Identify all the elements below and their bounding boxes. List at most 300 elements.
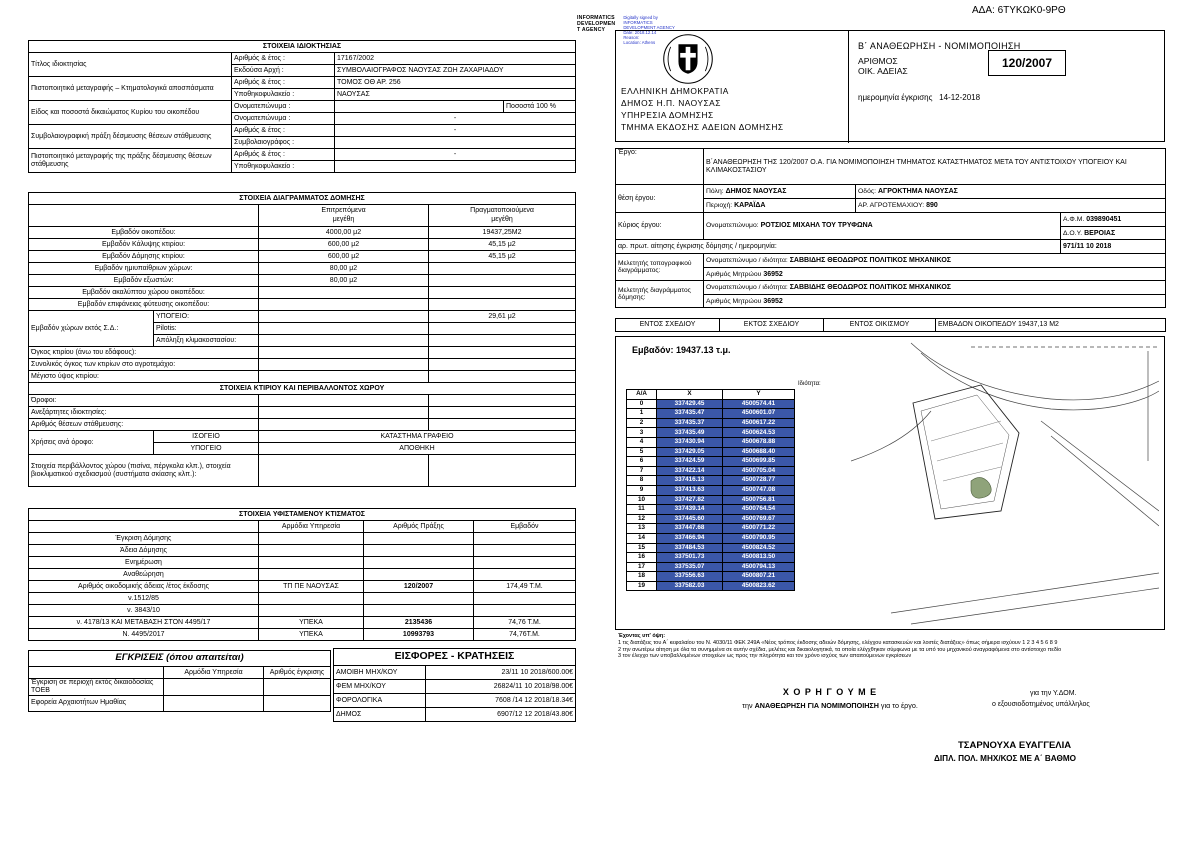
coord-index-cell: 12 [627,514,657,524]
fee-row [334,666,576,680]
actual-value [429,299,576,311]
cell-empty [259,371,429,383]
act-number-value [364,545,474,557]
coord-row [627,524,795,534]
plot-cell [856,199,1166,213]
coord-index-cell: 1 [627,409,657,419]
coord-index-cell: 16 [627,553,657,563]
protocol-value: 971/11 10 2018 [1061,240,1166,254]
column-header-act-number: Αριθμός Πράξης [364,521,474,533]
site-plan-box [615,336,1165,630]
coord-header-index: Α/Α [627,390,657,400]
coord-x-cell: 337556.63 [657,572,723,582]
coord-x-cell: 337466.94 [657,533,723,543]
existing-row [29,593,576,605]
diagram-row [29,251,576,263]
coord-x-cell: 337429.45 [657,399,723,409]
act-label: ν.1512/85 [29,593,259,605]
zone-plot-area: ΕΜΒΑΔΟΝ ΟΙΚΟΠΕΔΟΥ 19437,13 Μ2 [936,319,1166,332]
project-description: Β΄ΑΝΑΘΕΩΡΗΣΗ ΤΗΣ 120/2007 Ο.Α. ΓΙΑ ΝΟΜΙΜΟΠΟΙΗΣΗ ΤΜΗΜΑΤΟΣ ΚΑΤΑΣΤΗΜΑΤΟΣ ΜΕΤΑ ΤΟΥ ΑΝΤΙΣΤΟΙΧΟΥ ΥΠΟΓΕΙΟΥ ΚΑΙ ΚΛΙΜΑΚΟΣΤΑΣΙΟΥ [704,149,1166,185]
diagram-row [29,419,576,431]
coord-x-cell: 337435.37 [657,418,723,428]
coord-row [627,437,795,447]
coord-y-cell: 4500624.53 [723,428,795,438]
measure-label: Όγκος κτιρίου (άνω του εδάφους): [29,347,259,359]
coord-row [627,543,795,553]
registry-number-value: 36952 [763,298,783,305]
coord-row [627,562,795,572]
registry-number-key: Αριθμός Μητρώου [706,298,762,305]
floor-use: ΑΠΟΘΗΚΗ [259,443,576,455]
permit-number-label: ΑΡΙΘΜΟΣ ΟΙΚ. ΑΔΕΙΑΣ [858,56,908,76]
coord-index-cell: 10 [627,495,657,505]
fee-value: 26824/11 10 2018/98.00€ [426,680,576,694]
actual-value: 19437,25Μ2 [429,227,576,239]
designer-registry-row [704,267,1165,280]
considerations-notes [618,633,1165,660]
coord-x-cell: 337435.47 [657,409,723,419]
signer-agency-name: INFORMATICS DEVELOPMEN T AGENCY [577,15,616,33]
cell-empty [259,311,429,323]
zone-out-of-plan: ΕΚΤΟΣ ΣΧΕΔΙΟΥ [720,319,824,332]
coord-y-cell: 4500705.04 [723,466,795,476]
cell-empty [259,407,429,419]
coord-index-cell: 7 [627,466,657,476]
service-value [259,557,364,569]
city-key: Πόλη: [706,187,724,195]
coord-index-cell: 19 [627,581,657,591]
pilotis-key: Pilotis: [154,323,259,335]
diagram-row [29,359,576,371]
notes-list [618,640,1165,660]
act-label: Ενημέρωση [29,557,259,569]
act-number-value [364,533,474,545]
revision-title: Β΄ ΑΝΑΘΕΩΡΗΣΗ - ΝΟΜΙΜΟΠΟΙΗΣΗ [858,41,1021,51]
fee-label: ΦΕΜ ΜΗΧ/ΚΟΥ [334,680,426,694]
fee-value: 6907/12 12 2018/43.80€ [426,708,576,722]
diagram-row [29,239,576,251]
actual-value: 45,15 μ2 [429,239,576,251]
coord-index-cell: 0 [627,399,657,409]
coord-index-cell: 15 [627,543,657,553]
existing-row [29,569,576,581]
column-header-allowed: Επιτρεπόμενα μεγέθη [259,205,429,227]
building-diagram-section [28,192,575,487]
existing-title: ΣΤΟΙΧΕΙΑ ΥΦΙΣΤΑΜΕΝΟΥ ΚΤΙΣΜΑΤΟΣ [29,509,576,521]
doy-key: Δ.Ο.Υ. [1063,230,1083,237]
approval-date-value: 14-12-2018 [939,93,981,102]
owner-names-value [335,101,504,113]
cell-empty [259,359,429,371]
notary-value [335,137,576,149]
transcript-label: Πιστοποιητικά μεταγραφής – Κτηματολογικά αποσπάσματα [29,77,232,101]
approval-date [858,93,980,102]
coord-y-cell: 4500813.50 [723,553,795,563]
city-value: ΔΗΜΟΣ ΝΑΟΥΣΑΣ [725,187,787,195]
measure-label: Εμβαδόν οικοπέδου: [29,227,259,239]
zone-in-plan: ΕΝΤΟΣ ΣΧΕΔΙΟΥ [616,319,720,332]
coord-x-cell: 337427.82 [657,495,723,505]
designer-name-value: ΣΑΒΒΙΔΗΣ ΘΕΟΔΩΡΟΣ ΠΟΛΙΤΙΚΟΣ ΜΗΧΑΝΙΚΟΣ [789,257,951,264]
area-value [474,605,576,617]
coord-x-cell: 337435.49 [657,428,723,438]
diagram-row [29,227,576,239]
coord-y-cell: 4500574.41 [723,399,795,409]
coord-y-cell: 4500790.95 [723,533,795,543]
allowed-value: 600,00 μ2 [259,239,429,251]
diagram-row [29,299,576,311]
measure-label: Εμβαδόν ημιυπαίθριων χώρων: [29,263,259,275]
column-header-service: Αρμόδια Υπηρεσία [259,521,364,533]
coord-row [627,581,795,591]
area-value: 74,76Τ.Μ. [474,629,576,641]
parking-transcript-number-value: - [335,149,576,161]
project-label: Έργο: [616,149,704,185]
diagram-title: ΣΤΟΙΧΕΙΑ ΔΙΑΓΡΑΜΜΑΤΟΣ ΔΟΜΗΣΗΣ [29,193,576,205]
afm-row [1061,213,1165,226]
actual-value: 45,15 μ2 [429,251,576,263]
registry-value: ΝΑΟΥΣΑΣ [335,89,576,101]
column-header-approval-number: Αριθμός έγκρισης [264,667,331,679]
existing-row [29,545,576,557]
approval-number-value [264,695,331,711]
approvals-title: ΕΓΚΡΙΣΕΙΣ (όπου απαιτείται) [29,651,331,667]
coord-index-cell: 6 [627,457,657,467]
coord-row [627,553,795,563]
fees-section [333,648,575,722]
cell-empty [429,419,576,431]
approval-label: Έγκριση σε περιοχή εκτός δικαιοδοσίας ΤΟΕΒ [29,679,164,696]
coord-header-x: Χ [657,390,723,400]
designer-name-row [704,281,1165,294]
measure-label: Μέγιστο ύψος κτιρίου: [29,371,259,383]
authority-line: ΕΛΛΗΝΙΚΗ ΔΗΜΟΚΡΑΤΙΑ [621,86,729,96]
coord-index-cell: 4 [627,437,657,447]
service-value [259,593,364,605]
coord-x-cell: 337429.05 [657,447,723,457]
cell-empty [259,419,429,431]
project-details-table [615,148,1165,308]
service-value: ΥΠΕΚΑ [259,629,364,641]
notes-intro: Έχοντας υπ' όψη: [618,633,666,639]
area-cell [704,199,856,213]
coord-y-cell: 4500699.85 [723,457,795,467]
parking-deed-number-key: Αριθμός & έτος : [232,125,335,137]
area-value: ΚΑΡΑΪΔΑ [734,201,766,209]
act-label: ν. 3843/10 [29,605,259,617]
cell-empty [429,407,576,419]
owner-names-key: Ονοματεπώνυμα : [232,101,335,113]
afm-key: Α.Φ.Μ. [1063,216,1085,223]
existing-row [29,629,576,641]
diagram-row [29,395,576,407]
designer-registry-row [704,294,1165,307]
approval-number-value [264,679,331,696]
fee-label: ΔΗΜΟΣ [334,708,426,722]
allowed-value: 600,00 μ2 [259,251,429,263]
authority-line: ΤΜΗΜΑ ΕΚΔΟΣΗΣ ΑΔΕΙΩΝ ΔΟΜΗΣΗΣ [621,122,784,132]
column-header-area: Εμβαδόν [474,521,576,533]
project-location-label: θέση έργου: [616,185,704,213]
approval-date-label: ημερομηνία έγκρισης [858,93,933,102]
approval-row [29,679,331,696]
property-column-label: Ιδιότητα: [798,381,821,387]
cell-empty [259,347,429,359]
signer-name: ΤΣΑΡΝΟΥΧΑ ΕΥΑΓΓΕΛΙΑ [958,740,1072,751]
measure-label: Εμβαδόν ακαλύπτου χώρου οικοπέδου: [29,287,259,299]
cell-empty [429,455,576,487]
cell-empty [429,335,576,347]
coordinates-table [626,389,794,591]
cell-empty [429,347,576,359]
registry-number-value: 36952 [763,271,783,278]
parking-deed-label: Συμβολαιογραφική πράξη δέσμευσης θέσεων στάθμευσης [29,125,232,149]
area-value [474,557,576,569]
notary-key: Συμβολαιογράφος : [232,137,335,149]
coord-row [627,476,795,486]
street-key: Οδός: [858,187,877,195]
designer-name-key: Ονοματεπώνυμο / ιδιότητα: [706,257,788,264]
coord-y-cell: 4500728.77 [723,476,795,486]
service-value: ΤΠ ΠΕ ΝΑΟΥΣΑΣ [259,581,364,593]
fee-label: ΦΟΡΟΛΟΓΙΚΑ [334,694,426,708]
coord-index-cell: 14 [627,533,657,543]
fee-row [334,708,576,722]
cell-empty [429,395,576,407]
coord-x-cell: 337430.94 [657,437,723,447]
act-number-value [364,569,474,581]
area-key: Περιοχή: [706,201,733,209]
diagram-row [29,287,576,299]
fee-value: 23/11 10 2018/600.00€ [426,666,576,680]
city-cell [704,185,856,199]
project-owner-label: Κύριος έργου: [616,213,704,240]
area-value: 74,76 Τ.Μ. [474,617,576,629]
fee-row [334,680,576,694]
diagram-row [29,371,576,383]
coord-x-cell: 337424.59 [657,457,723,467]
floor-name: ΙΣΟΓΕΙΟ [154,431,259,443]
cell-empty [29,667,164,679]
coord-row [627,505,795,515]
coord-y-cell: 4500601.07 [723,409,795,419]
coord-x-cell: 337422.14 [657,466,723,476]
parking-transcript-number-key: Αριθμός & έτος : [232,149,335,161]
doy-row [1061,226,1165,239]
service-value [259,545,364,557]
coord-y-cell: 4500769.67 [723,514,795,524]
registry-key: Υποθηκοφυλακείο : [232,89,335,101]
measure-label: Ανεξάρτητες ιδιοκτησίες: [29,407,259,419]
service-value [259,533,364,545]
street-cell [856,185,1166,199]
actual-value [429,287,576,299]
fee-label: ΑΜΟΙΒΗ ΜΗΧ/ΚΟΥ [334,666,426,680]
coord-x-cell: 337535.07 [657,562,723,572]
coord-x-cell: 337501.73 [657,553,723,563]
tax-cell [1061,213,1166,240]
coord-row [627,533,795,543]
grant-line: την ΑΝΑΘΕΩΡΗΣΗ ΓΙΑ ΝΟΜΙΜΟΠΟΙΗΣΗ για το έργο. [742,701,918,710]
coord-x-cell: 337416.13 [657,476,723,486]
coord-x-cell: 337445.60 [657,514,723,524]
coord-row [627,418,795,428]
note-line: 3 τον έλεγχο των υποβαλλομένων στοιχείων ως προς την πληρότητα και τον χρόνο ισχύος των απαιτούμενων εγκρίσεων [618,653,912,660]
designer-name-row [704,254,1165,267]
authority-line: ΥΠΗΡΕΣΙΑ ΔΟΜΗΣΗΣ [621,110,714,120]
cadastral-map-drawing [851,341,1159,630]
fee-row [334,694,576,708]
area-value [474,593,576,605]
actual-value [429,263,576,275]
stairwell-top-key: Απόληξη κλιμακοστασίου: [154,335,259,347]
environment-elements-label: Στοιχεία περιβάλλοντος χώρου (πισίνα, πέργκολα κλπ.), στοιχεία βιοκλιματικού σχεδιασμού (συστήματα σκίασης κλπ.): [29,455,259,487]
act-number-value [364,605,474,617]
coord-row [627,466,795,476]
existing-row [29,581,576,593]
existing-building-section [28,508,575,641]
issuing-authority-value: ΣΥΜΒΟΛΑΙΟΓΡΑΦΟΣ ΝΑΟΥΣΑΣ ΖΩΗ ΖΑΧΑΡΙΑΔΟΥ [335,65,576,77]
measure-label: Όροφοι: [29,395,259,407]
existing-row [29,557,576,569]
act-number-value [364,557,474,569]
topographic-designer-label: Μελετητής τοπογραφικού διαγράμματος: [616,254,704,281]
grant-word: Χ Ο Ρ Η Γ Ο Υ Μ Ε [782,687,878,697]
header-divider [848,31,849,143]
act-number-value: 120/2007 [364,581,474,593]
coord-y-cell: 4500823.62 [723,581,795,591]
area-value [474,569,576,581]
plot-area-label: Εμβαδόν: 19437.13 τ.μ. [632,345,731,355]
authority-name-block [621,85,784,133]
diagram-row [29,275,576,287]
ada-number: ΑΔΑ: 6ΤΥΚΩΚ0-9ΡΘ [972,5,1066,16]
approval-row [29,695,331,711]
coord-row [627,495,795,505]
title-deed-label: Τίτλος ιδιοκτησίας [29,53,232,77]
cell-empty [429,359,576,371]
owner-cell [704,213,1061,240]
coord-x-cell: 337447.68 [657,524,723,534]
cell-empty [429,323,576,335]
act-label: ν. 4178/13 ΚΑΙ ΜΕΤΑΒΑΣΗ ΣΤΟΝ 4495/17 [29,617,259,629]
designer-name-key: Ονοματεπώνυμο / ιδιότητα: [706,284,788,291]
service-value: ΥΠΕΚΑ [259,617,364,629]
signer-title: ΔΙΠΛ. ΠΟΛ. ΜΗΧ/ΚΟΣ ΜΕ Α΄ ΒΑΘΜΟ [934,754,1077,763]
coord-index-cell: 8 [627,476,657,486]
act-label: Αναθεώρηση [29,569,259,581]
permit-number: 120/2007 [988,50,1066,76]
act-label: Άδεια Δόμησης [29,545,259,557]
zone-in-settlement: ΕΝΤΟΣ ΟΙΚΙΣΜΟΥ [824,319,936,332]
plot-value: 890 [926,201,938,209]
diagram-designer-cell [704,281,1166,308]
authority-header [615,30,1165,142]
owner-names-key-2: Ονοματεπώνυμα : [232,113,335,125]
allowed-value [259,287,429,299]
sign-role: ο εξουσιοδοτημένος υπάλληλος [992,701,1090,708]
fees-title: ΕΙΣΦΟΡΕΣ - ΚΡΑΤΗΣΕΙΣ [334,649,576,666]
topographic-designer-cell [704,254,1166,281]
coord-index-cell: 2 [627,418,657,428]
coord-y-cell: 4500617.22 [723,418,795,428]
protocol-label: αρ. πρωτ. αίτησης έγκρισης δόμησης / ημερομηνία: [616,240,1061,254]
coord-index-cell: 17 [627,562,657,572]
fee-value: 7608 /14 12 2018/18.34€ [426,694,576,708]
owner-names-value-2: - [335,113,576,125]
coord-y-cell: 4500747.08 [723,485,795,495]
coord-y-cell: 4500794.13 [723,562,795,572]
ownership-percentage: Ποσοστά 100 % [504,101,576,113]
approval-service-value [164,679,264,696]
coord-row [627,572,795,582]
measure-label: Εμβαδόν εξωστών: [29,275,259,287]
greek-national-emblem-icon [662,33,714,90]
diagram-row [29,347,576,359]
cell-empty [429,371,576,383]
column-header-actual: Πραγματοποιούμενα μεγέθη [429,205,576,227]
existing-row [29,533,576,545]
floor-name: ΥΠΟΓΕΙΟ [154,443,259,455]
diagram-row [29,263,576,275]
area-value [474,533,576,545]
uses-per-floor-label: Χρήσεις ανά όροφο: [29,431,154,455]
basement-key: ΥΠΟΓΕΙΟ: [154,311,259,323]
service-value [259,569,364,581]
approval-label: Εφορεία Αρχαιοτήτων Ημαθίας [29,695,164,711]
registry-number-key: Αριθμός Μητρώου [706,271,762,278]
coord-y-cell: 4500756.81 [723,495,795,505]
column-header-service: Αρμόδια Υπηρεσία [164,667,264,679]
act-number-value [364,593,474,605]
coord-y-cell: 4500764.54 [723,505,795,515]
cell-empty [29,205,259,227]
ownership-section [28,40,575,173]
deed-number-key: Αριθμός & έτος : [232,53,335,65]
outside-ratio-label: Εμβαδόν χώρων εκτός Σ.Δ.: [29,311,154,347]
coord-y-cell: 4500824.52 [723,543,795,553]
act-label: Ν. 4495/2017 [29,629,259,641]
authority-line: ΔΗΜΟΣ Η.Π. ΝΑΟΥΣΑΣ [621,98,721,108]
designer-name-value: ΣΑΒΒΙΔΗΣ ΘΕΟΔΩΡΟΣ ΠΟΛΙΤΙΚΟΣ ΜΗΧΑΝΙΚΟΣ [789,284,951,291]
diagram-row [29,407,576,419]
coord-row [627,447,795,457]
ownership-title: ΣΤΟΙΧΕΙΑ ΙΔΙΟΚΤΗΣΙΑΣ [29,41,576,53]
deed-number-value: 17167/2002 [335,53,576,65]
act-number-value: 10993793 [364,629,474,641]
area-value: 174,49 Τ.Μ. [474,581,576,593]
coord-index-cell: 11 [627,505,657,515]
transcript-number-key: Αριθμός & έτος : [232,77,335,89]
cell-empty [259,335,429,347]
signature-details: Digitally signed by INFORMATICS DEVELOPMENT AGENCY Date: 2018.12.14 Reason: Location: Athens [623,15,675,45]
parking-deed-number-value: - [335,125,576,137]
coord-row [627,485,795,495]
coord-row [627,457,795,467]
coord-index-cell: 3 [627,428,657,438]
approval-service-value [164,695,264,711]
measure-label: Αριθμός θέσεων στάθμευσης: [29,419,259,431]
cell-empty [259,455,429,487]
approvals-section [28,650,330,712]
measure-label: Εμβαδόν επιφάνειας φύτευσης οικοπέδου: [29,299,259,311]
coord-header-y: Υ [723,390,795,400]
owner-key: Ονοματεπώνυμο: [706,222,759,230]
coord-row [627,514,795,524]
coord-index-cell: 18 [627,572,657,582]
cell-empty [259,395,429,407]
allowed-value [259,299,429,311]
